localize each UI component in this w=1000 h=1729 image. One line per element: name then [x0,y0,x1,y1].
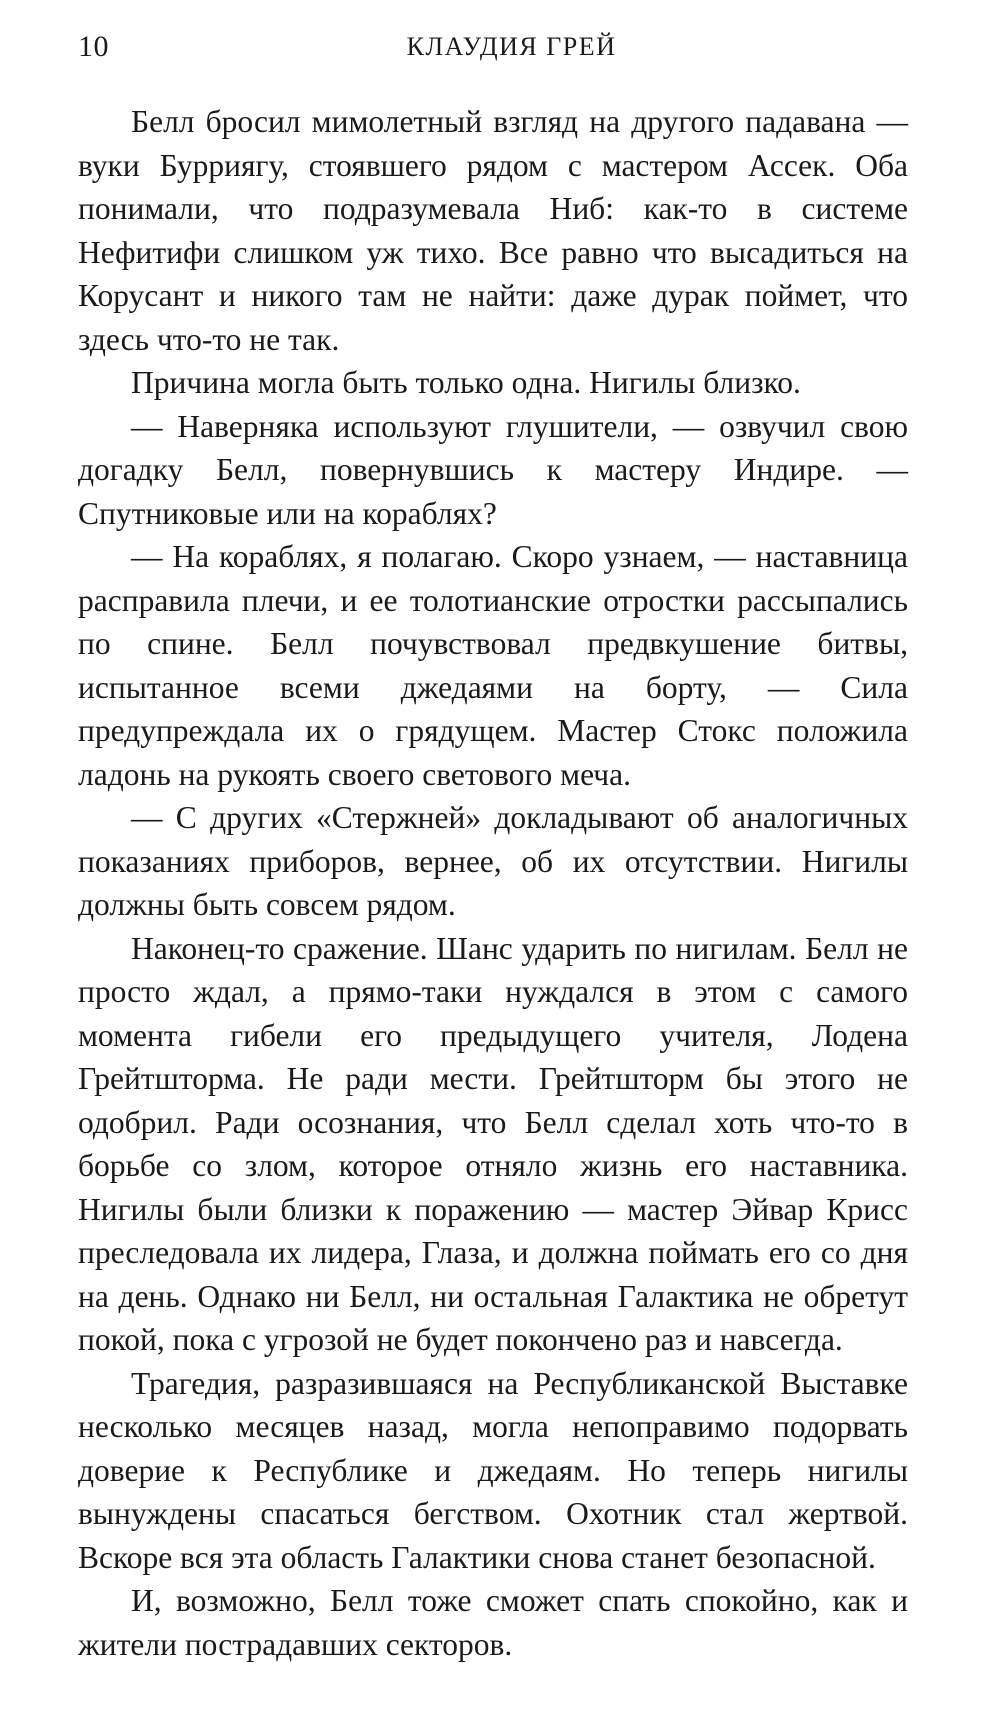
paragraph: Трагедия, разразившаяся на Республиканской Выставке несколько месяцев назад, могла непоправимо подорвать доверие к Республике и джедаям. Но теперь нигилы вынуждены спасаться бегством. Охотник стал жертвой. Вскоре вся эта область Галактики снова станет безопасной. [78,1365,908,1575]
paragraph: — На кораблях, я полагаю. Скоро узнаем, — наставница расправила плечи, и ее толотианские отростки рассыпались по спине. Белл почувствовал предвкушение битвы, испытанное всеми джедаями на борту, — Сила предупреждала их о грядущем. Мастер Стокс положила ладонь на рукоять своего светового меча. [78,539,908,792]
running-title: КЛАУДИЯ ГРЕЙ [406,32,617,61]
paragraph: Белл бросил мимолетный взгляд на другого падавана — вуки Бурриягу, стоявшего рядом с мастером Ассек. Оба понимали, что подразумевала Ниб: как-то в системе Нефитифи слишком уж тихо. Все равно что высадиться на Корусант и никого там не найти: даже дурак поймет, что здесь что-то не так. [78,104,908,357]
paragraph: И, возможно, Белл тоже сможет спать спокойно, как и жители пострадавших секторов. [78,1583,908,1662]
page-header [78,28,905,68]
paragraph: — Наверняка используют глушители, — озвучил свою догадку Белл, повернувшись к мастеру Индире. — Спутниковые или на кораблях? [78,408,908,531]
body-text [78,100,908,1666]
page-number: 10 [78,30,109,63]
paragraph: — С других «Стержней» докладывают об аналогичных показаниях приборов, вернее, об их отсутствии. Нигилы должны быть совсем рядом. [78,800,908,922]
paragraph: Наконец-то сражение. Шанс ударить по нигилам. Белл не просто ждал, а прямо-таки нуждался в этом с самого момента гибели его предыдущего учителя, Лодена Грейтшторма. Не ради мести. Грейтшторм бы этого не одобрил. Ради осознания, что Белл сделал хоть что-то в борьбе со злом, которое отняло жизнь его наставника. Нигилы были близки к поражению — мастер Эйвар Крисс преследовала их лидера, Глаза, и должна поймать его со дня на день. Однако ни Белл, ни остальная Галактика не обретут покой, пока с угрозой не будет покончено раз и навсегда. [78,930,908,1357]
paragraph: Причина могла быть только одна. Нигилы близко. [131,365,801,400]
